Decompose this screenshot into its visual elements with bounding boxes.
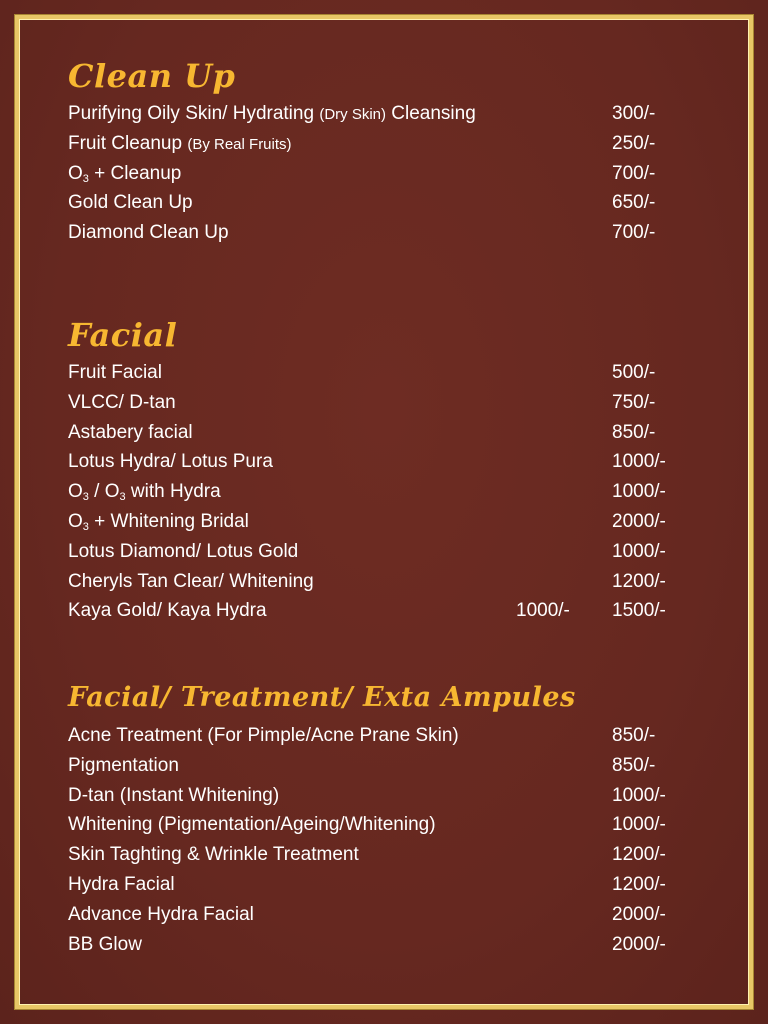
item-price: 700/- bbox=[612, 162, 656, 184]
item-name: Diamond Clean Up bbox=[68, 222, 229, 244]
menu-row bbox=[68, 99, 708, 129]
item-price: 1000/- bbox=[612, 481, 666, 503]
item-name: BB Glow bbox=[68, 933, 142, 955]
menu-row bbox=[68, 188, 708, 218]
menu-row bbox=[68, 930, 708, 960]
item-price: 850/- bbox=[612, 725, 656, 746]
item-name: Fruit Cleanup (By Real Fruits) bbox=[68, 132, 292, 154]
menu-row bbox=[68, 751, 708, 781]
menu-row bbox=[68, 447, 708, 477]
section-title: Facial bbox=[68, 316, 178, 354]
menu-row bbox=[68, 870, 708, 900]
menu-row bbox=[68, 388, 708, 418]
item-name: D-tan (Instant Whitening) bbox=[68, 784, 280, 806]
item-name: $O_3$ + Cleanup bbox=[68, 162, 182, 185]
item-price: 2000/- bbox=[612, 903, 666, 925]
item-name: Gold Clean Up bbox=[68, 192, 193, 214]
section-title: Facial/ Treatment/ Exta Ampules bbox=[68, 682, 576, 713]
item-name: Lotus Hydra/ Lotus Pura bbox=[68, 451, 273, 473]
section-facial bbox=[68, 312, 708, 626]
item-name: Acne Treatment (For Pimple/Acne Prane Skin) bbox=[68, 725, 459, 746]
item-price: 850/- bbox=[612, 421, 656, 443]
item-name: $O_3$ + Whitening Bridal bbox=[68, 510, 249, 533]
item-name: Lotus Diamond/ Lotus Gold bbox=[68, 540, 299, 562]
item-name: Hydra Facial bbox=[68, 873, 175, 895]
item-price: 1200/- bbox=[612, 873, 666, 895]
item-price: 300/- bbox=[612, 103, 656, 124]
item-name: Purifying Oily Skin/ Hydrating (Dry Skin) Cleansing bbox=[68, 103, 476, 124]
item-name: Astabery facial bbox=[68, 421, 193, 443]
item-name: Skin Taghting & Wrinkle Treatment bbox=[68, 844, 359, 866]
menu-row bbox=[68, 358, 708, 388]
item-price: 1000/- bbox=[612, 451, 666, 473]
section-clean-up bbox=[68, 53, 708, 248]
menu-row bbox=[68, 418, 708, 448]
menu-row bbox=[68, 537, 708, 567]
menu-row bbox=[68, 900, 708, 930]
menu-row bbox=[68, 721, 708, 751]
menu-row bbox=[68, 477, 708, 507]
menu-row bbox=[68, 507, 708, 537]
item-price: 650/- bbox=[612, 192, 656, 214]
menu-row bbox=[68, 781, 708, 811]
item-name: Kaya Gold/ Kaya Hydra bbox=[68, 600, 267, 622]
item-name: Pigmentation bbox=[68, 754, 179, 776]
item-price: 1200/- bbox=[612, 570, 666, 592]
item-price: 1200/- bbox=[612, 844, 666, 866]
section-title: Clean Up bbox=[68, 57, 236, 95]
item-price: 1000/- bbox=[612, 540, 666, 562]
menu-row bbox=[68, 567, 708, 597]
item-name: VLCC/ D-tan bbox=[68, 391, 176, 413]
menu-row bbox=[68, 840, 708, 870]
menu-row bbox=[68, 810, 708, 840]
item-price: 500/- bbox=[612, 362, 656, 383]
menu-row bbox=[68, 218, 708, 248]
item-price: 1000/- bbox=[612, 784, 666, 806]
item-price: 1000/- bbox=[612, 814, 666, 836]
item-price: 250/- bbox=[612, 132, 656, 154]
item-name: $O_3 / O_3$ with Hydra bbox=[68, 481, 221, 504]
item-price: 2000/- bbox=[612, 510, 666, 532]
section-treatment-ampules bbox=[68, 675, 708, 959]
item-name: Fruit Facial bbox=[68, 362, 162, 383]
item-price: 750/- bbox=[612, 391, 656, 413]
item-price: 700/- bbox=[612, 222, 656, 244]
item-alt-price: 1000/- bbox=[516, 600, 570, 622]
menu-row bbox=[68, 159, 708, 189]
menu-row bbox=[68, 129, 708, 159]
item-name: Whitening (Pigmentation/Ageing/Whitening) bbox=[68, 814, 436, 836]
menu-row bbox=[68, 596, 708, 626]
item-name: Cheryls Tan Clear/ Whitening bbox=[68, 570, 314, 592]
item-price: 2000/- bbox=[612, 933, 666, 955]
item-price: 1500/- bbox=[612, 600, 666, 622]
item-price: 850/- bbox=[612, 754, 656, 776]
item-name: Advance Hydra Facial bbox=[68, 903, 254, 925]
